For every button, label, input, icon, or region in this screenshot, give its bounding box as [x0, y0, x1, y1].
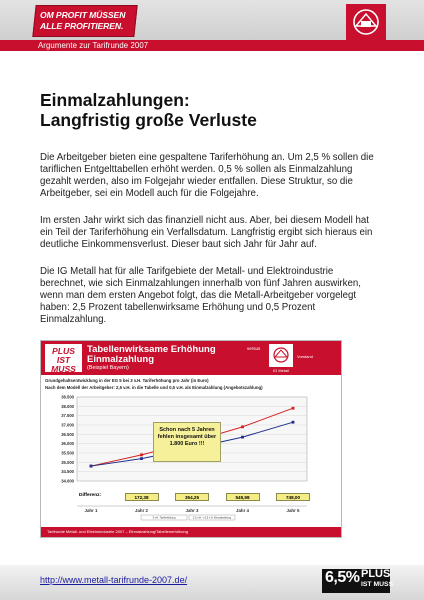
slide-versus: versus — [247, 346, 261, 351]
series-point — [292, 421, 295, 424]
badge-word-ist-muss: IST MUSS — [361, 581, 394, 588]
paragraph-line: deutliche Einkommensverlust. Dieser baut sich Jahr für Jahr auf. — [40, 239, 317, 250]
paragraph-1 — [40, 152, 392, 200]
slide-logo-line2: IST MUSS — [51, 355, 76, 374]
series-point — [90, 465, 93, 468]
slide-igm-label: IG Metall — [273, 368, 290, 373]
slide-title-line1: Tabellenwirksame Erhöhung — [87, 344, 216, 355]
x-tick-label: Jahr 5 — [286, 508, 300, 513]
y-tick-label: 34.500 — [61, 469, 74, 475]
x-tick-label: Jahr 3 — [185, 508, 199, 513]
paragraph-line: Im ersten Jahr wirkt sich das finanziell nicht aus. Aber, bei diesem Modell hat — [40, 215, 369, 226]
paragraph-line: tariflichen Entgelttabellen erhöht werden. 0,5 % sollen als Einmalzahlung — [40, 164, 353, 175]
paragraph-line: haben: 2,5 Prozent tabellenwirksame Erhöhung und 0,5 Prozent — [40, 302, 316, 313]
slide-logo-line1: PLUS — [52, 346, 75, 356]
difference-label: Differenz: — [79, 493, 102, 498]
badge-word-plus: PLUS — [361, 568, 391, 580]
paragraph-line: wenn man dem ersten Angebot folgt, das die Metall-Arbeitgeber vorgelegt — [40, 290, 357, 301]
paragraph-line: berechnet, wie sich Einmalzahlungen innerhalb von fünf Jahren auswirken, — [40, 278, 361, 289]
x-tick-label: Jahr 4 — [236, 508, 249, 513]
y-tick-label: 34.000 — [61, 478, 74, 484]
y-tick-label: 36.500 — [61, 431, 74, 437]
paragraph-line: Arbeitgeber, sei ein Modell auch für die Folgejahre. — [40, 188, 259, 199]
badge-percent: 6,5% — [325, 569, 360, 586]
paragraph-line: ein Teil der Tariferhöhung ein Verfallsdatum. Langfristig ergibt sich hieraus ein — [40, 227, 373, 238]
header-subtitle: Argumente zur Tarifrunde 2007 — [38, 40, 149, 50]
difference-value: 172,38 — [125, 493, 159, 501]
legend-label: 2,5 v.H. + 0,5 v.H. Einmalzahlung — [192, 516, 232, 520]
series-point — [241, 425, 244, 428]
y-tick-label: 35.000 — [61, 459, 74, 465]
y-tick-label: 35.500 — [61, 450, 74, 456]
ig-metall-emblem-icon — [346, 4, 386, 42]
slide-title-line2: Einmalzahlung — [87, 354, 155, 365]
series-point — [140, 457, 143, 460]
campaign-logo-line2: ALLE PROFITIEREN. — [40, 21, 124, 31]
paragraph-line: Die Arbeitgeber bieten eine gespaltene Tariferhöhung an. Um 2,5 % sollen die — [40, 152, 374, 163]
campaign-logo-line1: OM PROFIT MÜSSEN — [40, 10, 126, 20]
paragraph-2 — [40, 215, 392, 251]
callout-line2: fehlen insgesamt über — [157, 434, 217, 440]
difference-value: 545,98 — [226, 493, 260, 501]
series-point — [292, 407, 295, 410]
series-point — [140, 453, 143, 456]
slide-footer-text: Tarifrunde Metall- und Elektroindustrie 2007 – Einmalzahlung/Tabellenerhöhung — [47, 528, 188, 534]
ig-metall-logo — [346, 4, 386, 42]
paragraph-line: gezahlt werden, also im Folgejahr wieder entfallen. Diese Struktur, so die — [40, 176, 353, 187]
chart-note-2: Nach dem Modell der Arbeitgeber: 2,5 v.H. in die Tabelle und 0,5 v.H. als Einmalzahlung (Angebotszahlung) — [45, 385, 263, 390]
x-tick-label: Jahr 2 — [135, 508, 148, 513]
legend-label: 3 v.H. Tariferhöhung — [152, 516, 176, 520]
slide-subtitle: (Beispiel Bayern) — [87, 365, 129, 371]
x-tick-label: Jahr 1 — [84, 508, 98, 513]
page-title-line1: Einmalzahlungen: — [40, 90, 190, 110]
paragraph-line: Die IG Metall hat für alle Tarifgebiete der Metall- und Elektroindustrie — [40, 266, 334, 277]
page-title-line2: Langfristig große Verluste — [40, 110, 257, 130]
callout-line1: Schon nach 5 Jahren — [159, 427, 215, 433]
paragraph-line: Einmalzahlung. — [40, 314, 107, 325]
paragraph-3 — [40, 266, 392, 326]
difference-value: 748,00 — [276, 493, 310, 501]
y-tick-label: 37.500 — [61, 413, 74, 419]
callout-line3: 1.800 Euro !!! — [169, 441, 205, 447]
chart-note-1: Grundgehaltsentwicklung in der EG 5 bei 3 v.H. Tariferhöhung pro Jahr (in Euro) — [45, 378, 209, 383]
chart-slide — [40, 340, 342, 538]
y-tick-label: 36.000 — [61, 441, 74, 447]
series-point — [241, 436, 244, 439]
slide-vorstand: Vorstand — [297, 354, 313, 359]
chart-callout — [153, 422, 221, 462]
y-tick-label: 38.500 — [61, 394, 74, 400]
difference-value: 354,25 — [175, 493, 209, 501]
page-title — [40, 90, 400, 130]
footer-url-link[interactable]: http://www.metall-tarifrunde-2007.de/ — [40, 575, 188, 585]
y-tick-label: 37.000 — [61, 422, 74, 428]
y-tick-label: 38.000 — [61, 403, 74, 409]
